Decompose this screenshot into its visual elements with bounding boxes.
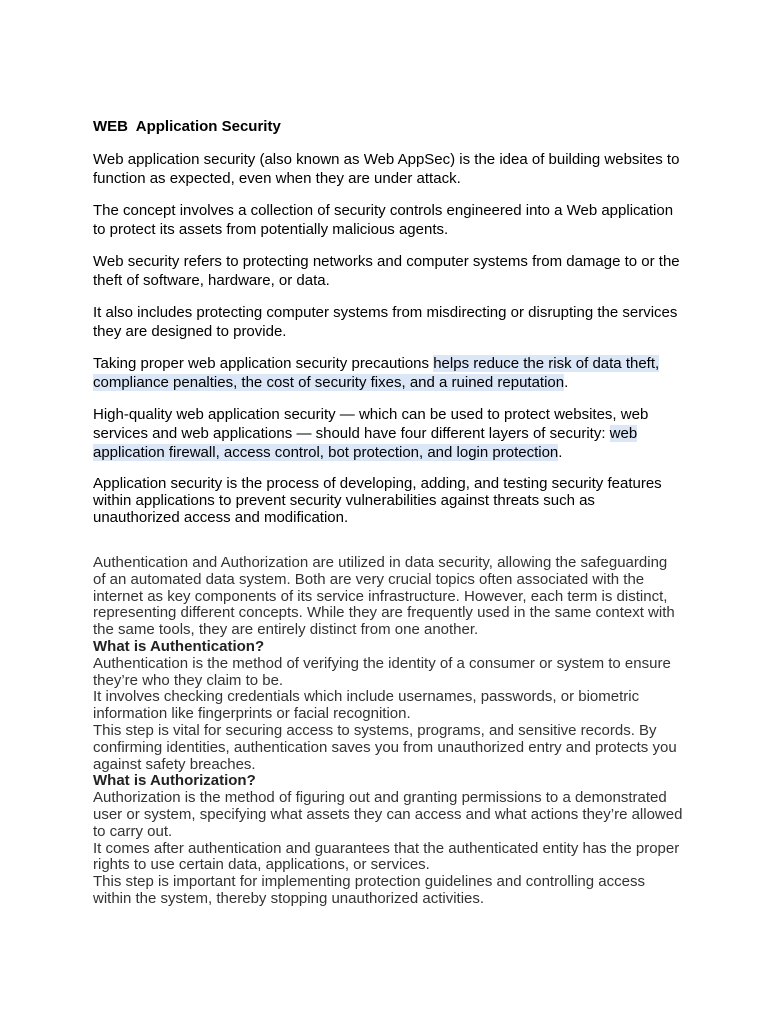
authentication-importance: This step is vital for securing access to systems, programs, and sensitive records. By confirming identities, authentication saves you from unauthorized entry and protects you against safety breaches.: [93, 721, 677, 773]
auth-intro: Authentication and Authorization are utilized in data security, allowing the safeguarding of an automated data system. Both are very crucial topics often associated with the internet as key components of its service infrastructure. However, each term is distinct, representing different concepts. While they are frequently used in the same context with the same tools, they are entirely distinct from one another.: [93, 554, 675, 639]
authentication-heading: What is Authentication?: [93, 637, 265, 655]
precautions-text: Taking proper web application security precautions: [93, 355, 434, 372]
document-title: WEB Application Security: [93, 118, 281, 135]
paragraph-misdirecting: It also includes protecting computer systems from misdirecting or disrupting the services they are designed to provide.: [93, 304, 678, 340]
paragraph-four-layers: [93, 405, 683, 462]
authorization-definition: Authorization is the method of figuring out and granting permissions to a demonstrated user or system, specifying what assets they can access and what actions they’re allowed to carry out.: [93, 789, 683, 840]
layers-highlight: web application firewall, access control, bot protection, and login protection: [93, 425, 638, 461]
precautions-highlight: helps reduce the risk of data theft, compliance penalties, the cost of security fixes, and a ruined reputation: [93, 355, 660, 391]
layers-end: .: [558, 444, 563, 461]
document-body: [93, 118, 683, 526]
paragraph-security-controls: The concept involves a collection of security controls engineered into a Web application to protect its assets from potentially malicious agents.: [93, 202, 674, 238]
paragraph-web-security: Web security refers to protecting networks and computer systems from damage to or the theft of software, hardware, or data.: [93, 253, 680, 289]
paragraph-precautions: [93, 354, 683, 392]
authorization-heading: What is Authorization?: [93, 772, 256, 790]
authentication-credentials: It involves checking credentials which include usernames, passwords, or biometric information like fingerprints or facial recognition.: [93, 688, 640, 723]
authentication-definition: Authentication is the method of verifying the identity of a consumer or system to ensure they’re who they claim to be.: [93, 654, 671, 689]
layers-text: High-quality web application security — which can be used to protect websites, web services and web applications — should have four different layers of security:: [93, 406, 649, 442]
auth-section: [93, 555, 683, 908]
paragraph-application-security: Application security is the process of developing, adding, and testing security features within applications to prevent security vulnerabilities against threats such as unauthorized access and modification.: [93, 475, 662, 526]
precautions-end: .: [564, 374, 569, 391]
paragraph-appsec-definition: Web application security (also known as Web AppSec) is the idea of building websites to function as expected, even when they are under attack.: [93, 151, 680, 187]
authorization-order: It comes after authentication and guarantees that the authenticated entity has the proper rights to use certain data, applications, or services.: [93, 839, 680, 874]
authorization-importance: This step is important for implementing protection guidelines and controlling access within the system, thereby stopping unauthorized activities.: [93, 873, 645, 907]
